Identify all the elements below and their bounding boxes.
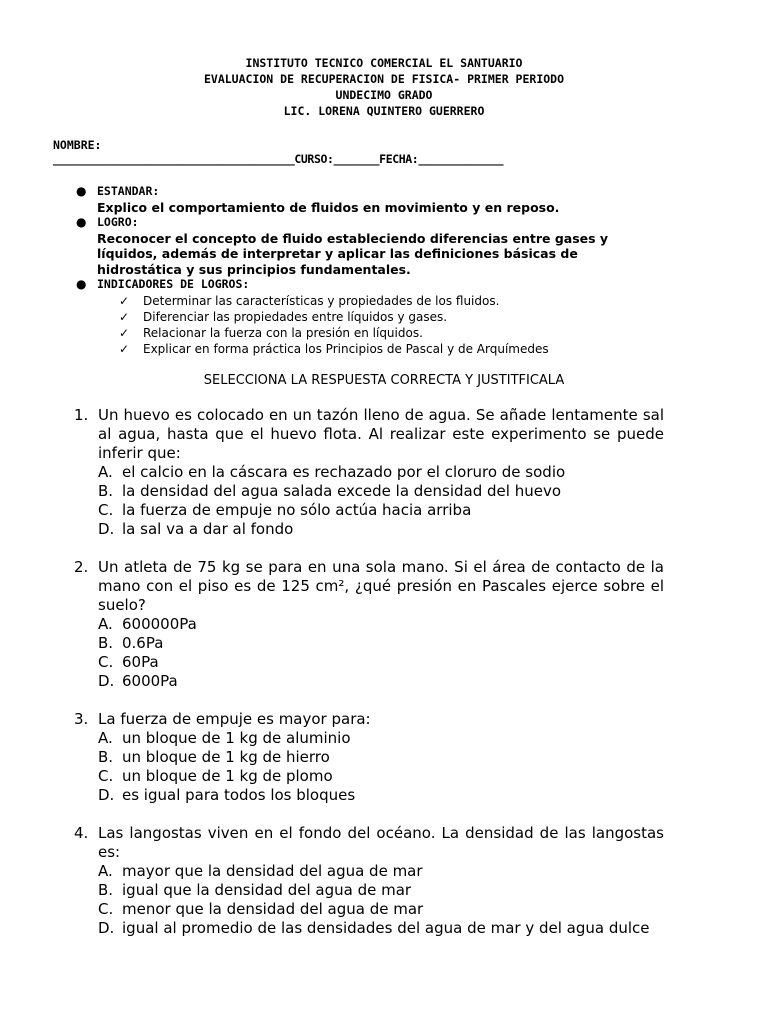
bullet-icon: ● [76, 184, 87, 198]
question-2 [74, 558, 664, 691]
instruction-heading: SELECCIONA LA RESPUESTA CORRECTA Y JUSTITFICALA [203, 373, 565, 388]
indicador-item: ✓ Relacionar la fuerza con la presión en líquidos. [119, 325, 423, 340]
option-d: D. igual al promedio de las densidades del agua de mar y del agua dulce [98, 919, 650, 937]
student-info-line: _____________________________________CURSO:_______FECHA:_____________ [53, 152, 504, 166]
indicadores-item [0, 277, 617, 357]
checkmark-icon: ✓ [119, 293, 130, 308]
question-text: Las langostas viven en el fondo del océano. La densidad de las langostas es: [98, 824, 664, 861]
question-text: Un huevo es colocado en un tazón lleno de agua. Se añade lentamente sal al agua, hasta que el huevo flota. Al realizar este experimento se puede inferir que: [98, 406, 664, 462]
indicadores-list [97, 293, 617, 357]
indicador-item: ✓ Determinar las características y propiedades de los fluidos. [119, 293, 500, 308]
school-name: INSTITUTO TECNICO COMERCIAL EL SANTUARIO [245, 56, 523, 70]
indicador-item: ✓ Explicar en forma práctica los Principios de Pascal y de Arquímedes [119, 341, 549, 356]
bullet-icon: ● [76, 277, 87, 291]
question-number: 1. [74, 406, 89, 424]
logro-text: Reconocer el concepto de fluido estableciendo diferencias entre gases y líquidos, además de interpretar y aplicar las definiciones básicas de hidrostática y sus principios fundamentales. [97, 230, 609, 277]
document-header [0, 55, 768, 119]
question-3 [74, 710, 664, 805]
question-1 [74, 406, 664, 539]
question-text: Un atleta de 75 kg se para en una sola mano. Si el área de contacto de la mano con el piso es de 125 cm², ¿qué presión en Pascales ejerce sobre el suelo? [98, 558, 664, 614]
estandar-title: ESTANDAR: [97, 184, 160, 198]
option-a: A. el calcio en la cáscara es rechazado por el cloruro de sodio [98, 463, 566, 481]
indicadores-title: INDICADORES DE LOGROS: [97, 277, 250, 291]
checkmark-icon: ✓ [119, 325, 130, 340]
option-b: B. igual que la densidad del agua de mar [98, 881, 412, 899]
option-d: D. la sal va a dar al fondo [98, 520, 294, 538]
nombre-label: NOMBRE: [53, 138, 102, 152]
option-d: D. 6000Pa [98, 672, 178, 690]
estandar-item [0, 184, 617, 215]
option-a: A. 600000Pa [98, 615, 197, 633]
checkmark-icon: ✓ [119, 309, 130, 324]
logro-title: LOGRO: [97, 215, 139, 229]
question-number: 2. [74, 558, 89, 576]
option-c: C. un bloque de 1 kg de plomo [98, 767, 333, 785]
exam-title: EVALUACION DE RECUPERACION DE FISICA- PRIMER PERIODO [203, 72, 565, 86]
option-a: A. mayor que la densidad del agua de mar [98, 862, 423, 880]
option-d: D. es igual para todos los bloques [98, 786, 356, 804]
question-4 [74, 824, 664, 938]
option-a: A. un bloque de 1 kg de aluminio [98, 729, 351, 747]
grade-level: UNDECIMO GRADO [335, 88, 433, 102]
option-c: C. 60Pa [98, 653, 159, 671]
option-b: B. la densidad del agua salada excede la densidad del huevo [98, 482, 562, 500]
question-number: 3. [74, 710, 89, 728]
estandar-text: Explico el comportamiento de fluidos en movimiento y en reposo. [97, 199, 560, 215]
checkmark-icon: ✓ [119, 341, 130, 356]
option-c: C. menor que la densidad del agua de mar [98, 900, 424, 918]
question-text: La fuerza de empuje es mayor para: [98, 710, 371, 728]
teacher-name: LIC. LORENA QUINTERO GUERRERO [283, 104, 485, 118]
option-b: B. 0.6Pa [98, 634, 164, 652]
bullet-icon: ● [76, 215, 87, 229]
objectives-list [0, 184, 768, 357]
option-c: C. la fuerza de empuje no sólo actúa hacia arriba [98, 501, 472, 519]
question-list [74, 406, 664, 957]
question-number: 4. [74, 824, 89, 842]
logro-item [0, 215, 617, 277]
indicador-item: ✓ Diferenciar las propiedades entre líquidos y gases. [119, 309, 448, 324]
option-b: B. un bloque de 1 kg de hierro [98, 748, 330, 766]
